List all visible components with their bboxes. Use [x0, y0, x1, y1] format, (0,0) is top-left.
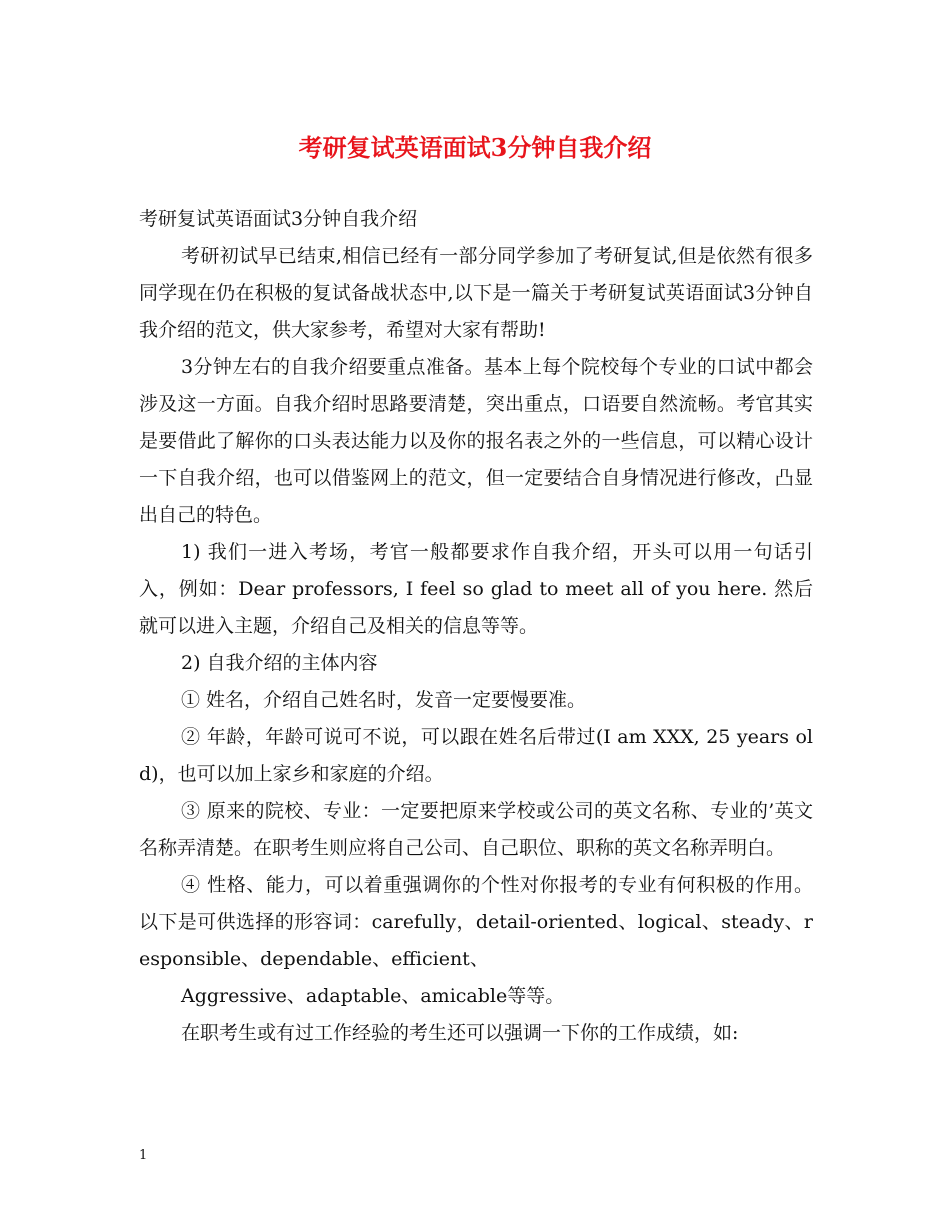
document-title: 考研复试英语面试3分钟自我介绍	[298, 133, 652, 162]
list-item-age: ② 年龄，年龄可说可不说，可以跟在姓名后带过(I am XXX, 25 years old)，也可以加上家乡和家庭的介绍。	[139, 726, 813, 785]
page-number: 1	[139, 1148, 148, 1163]
body-subtitle: 考研复试英语面试3分钟自我介绍	[139, 208, 418, 230]
paragraph-preparation: 3分钟左右的自我介绍要重点准备。基本上每个院校每个专业的口试中都会涉及这一方面。自我介绍时思路要清楚，突出重点，口语要自然流畅。考官其实是要借此了解你的口头表达能力以及你的报名表之外的一些信息，可以精心设计一下自我介绍，也可以借鉴网上的范文，但一定要结合自身情况进行修改，凸显出自己的特色。	[139, 356, 813, 526]
adjective-list-continued: Aggressive、adaptable、amicable等等。	[181, 985, 565, 1007]
list-item-personality: ④ 性格、能力，可以着重强调你的个性对你报考的专业有何积极的作用。以下是可供选择的形容词：carefully，detail-oriented、logical、steady、responsible、dependable、efficient、	[139, 874, 813, 970]
list-item-school-major: ③ 原来的院校、专业：一定要把原来学校或公司的英文名称、专业的’英文名称弄清楚。在职考生则应将自己公司、自己职位、职称的英文名称弄明白。	[139, 800, 813, 859]
paragraph-point-2: 2) 自我介绍的主体内容	[181, 652, 378, 674]
paragraph-point-1: 1) 我们一进入考场，考官一般都要求作自我介绍，开头可以用一句话引入，例如：Dear professors, I feel so glad to meet all of you here. 然后就可以进入主题，介绍自己及相关的信息等等。	[139, 541, 813, 637]
paragraph-intro: 考研初试早已结束,相信已经有一部分同学参加了考研复试,但是依然有很多同学现在仍在积极的复试备战状态中,以下是一篇关于考研复试英语面试3分钟自我介绍的范文，供大家参考，希望对大家有帮助!	[139, 245, 813, 341]
list-item-name: ① 姓名，介绍自己姓名时，发音一定要慢要准。	[181, 689, 587, 711]
document-body	[139, 201, 813, 1052]
paragraph-work-experience: 在职考生或有过工作经验的考生还可以强调一下你的工作成绩，如:	[181, 1022, 739, 1044]
